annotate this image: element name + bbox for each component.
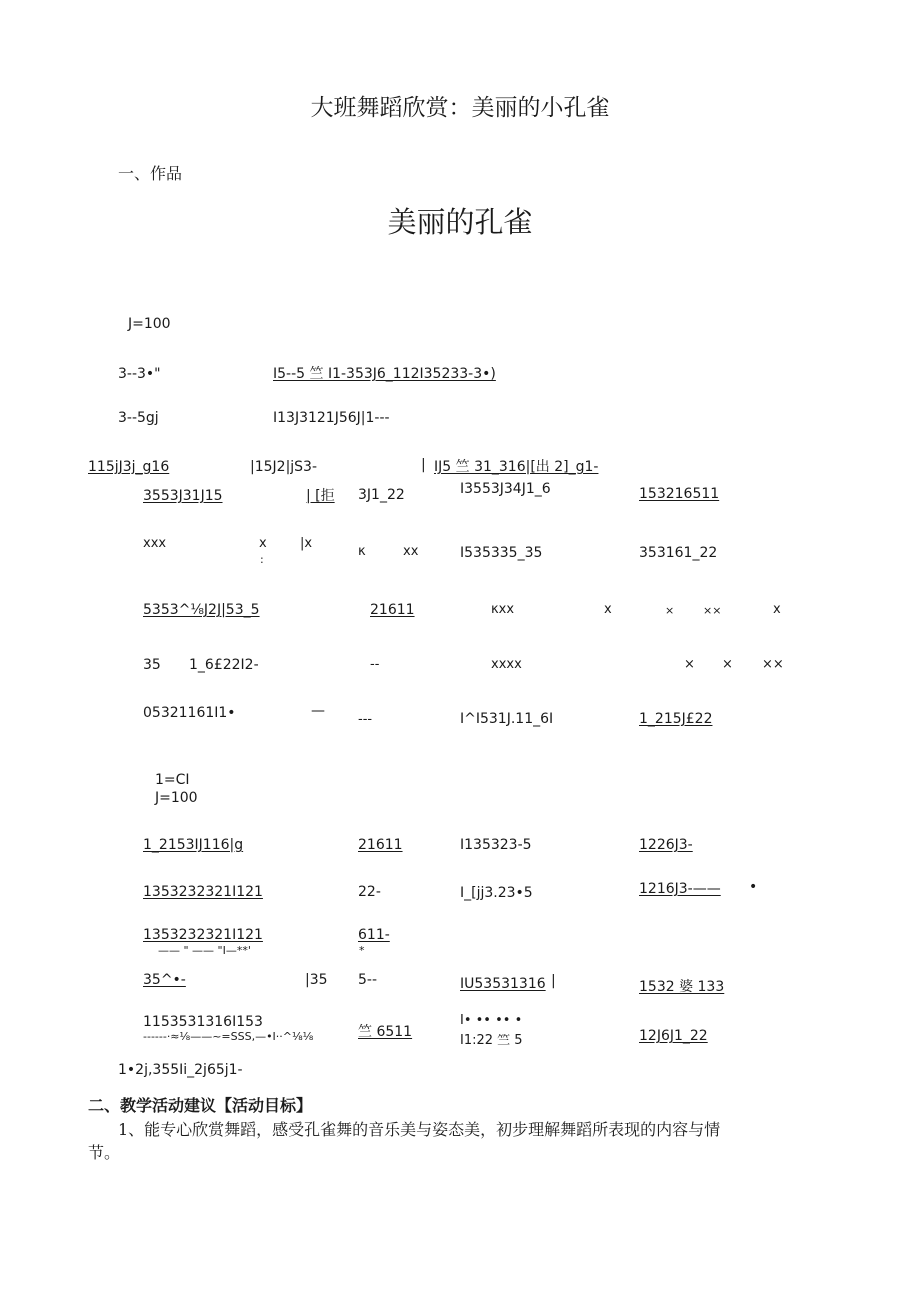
song-title: 美丽的孔雀 — [387, 205, 533, 239]
score-line: 1226J3- — [639, 837, 693, 853]
score-line: 35 — [143, 657, 161, 673]
section-heading-activity: 二、教学活动建议【活动目标】 — [88, 1096, 313, 1115]
tempo-marking: J=100 — [155, 790, 198, 806]
score-line: : — [260, 553, 264, 566]
score-line: 1•2j,355Ii_2j65j1- — [118, 1062, 243, 1078]
score-line: 竺 6511 — [358, 1024, 413, 1040]
score-line: |35 — [305, 972, 328, 988]
score-line: IU53531316 — [460, 976, 546, 992]
score-line: 353161_22 — [639, 545, 718, 561]
score-line: 5353^⅛J2J|53_5 — [143, 602, 260, 618]
score-line: 1353232321I121 — [143, 927, 263, 943]
score-line: —— " —— "I—**' — [158, 944, 251, 957]
score-line: I3553J34J1_6 — [460, 481, 551, 497]
section-heading-works: 一、作品 — [118, 164, 183, 183]
score-line: xxx — [143, 536, 167, 551]
score-line: I^I531J.11_6I — [460, 711, 554, 727]
score-line: I• •• •• • — [460, 1013, 523, 1028]
tempo-marking: J=100 — [128, 316, 171, 332]
score-line: 1_215J£22 — [639, 711, 713, 727]
score-line: κxx — [491, 602, 515, 617]
score-line: 22- — [358, 884, 381, 900]
score-line: 12J6J1_22 — [639, 1028, 708, 1044]
score-line: I_[jj3.23•5 — [460, 885, 533, 901]
score-line: --- — [358, 712, 373, 727]
score-line: 35^•- — [143, 972, 186, 988]
score-line: × — [722, 657, 733, 672]
document-title: 大班舞蹈欣赏：美丽的小孔雀 — [310, 95, 610, 121]
score-line: 3553J31J15 — [143, 488, 223, 504]
score-line: 05321161I1• — [143, 705, 236, 721]
paragraph-line: 1、能专心欣赏舞蹈，感受孔雀舞的音乐美与姿态美，初步理解舞蹈所表现的内容与情 — [118, 1120, 721, 1139]
score-line: 5-- — [358, 972, 378, 988]
paragraph-line: 节。 — [88, 1143, 121, 1162]
score-line: -- — [370, 657, 380, 672]
score-line: IJ5 竺 31_316|[出 2]_g1- — [434, 459, 599, 475]
score-line: ×× — [762, 657, 784, 672]
score-line: I135323-5 — [460, 837, 532, 853]
score-line: |x — [300, 536, 313, 551]
score-line: ------·≈⅛——~=SSS,—•I··^⅛⅛ — [143, 1030, 314, 1043]
score-line: * — [359, 944, 365, 957]
key-signature: 1=CI — [155, 772, 190, 788]
score-line: 1216J3-—— — [639, 881, 721, 897]
score-line: 1_2153IJ116|g — [143, 837, 244, 853]
score-line: I1:22 竺 5 — [460, 1034, 523, 1045]
score-line: xxxx — [491, 657, 522, 672]
score-line-clip — [455, 1034, 575, 1045]
score-line: ×× — [703, 604, 722, 617]
score-line: | — [421, 457, 426, 473]
score-line: 611- — [358, 927, 390, 943]
score-line: x — [604, 602, 612, 617]
score-line: 21611 — [358, 837, 403, 853]
score-line: 3--3•" — [118, 366, 161, 382]
score-line: 3J1_22 — [358, 487, 405, 503]
score-line: 3--5gj — [118, 410, 159, 426]
score-line: 115jJ3j_g16 — [88, 459, 170, 475]
score-line: 1_6£22I2- — [189, 657, 259, 673]
score-line: I535335_35 — [460, 545, 543, 561]
score-line: 1353232321I121 — [143, 884, 263, 900]
score-line: 1153531316I153 — [143, 1014, 263, 1030]
score-line: x — [259, 536, 267, 551]
score-line: 153216511 — [639, 486, 720, 502]
score-line: • — [749, 879, 758, 895]
score-line: x — [773, 602, 781, 617]
score-line: |15J2|jS3- — [250, 459, 318, 475]
score-line: I13J3121J56J|1--- — [273, 410, 390, 426]
score-line: κ — [358, 544, 366, 559]
score-line: xx — [403, 544, 419, 559]
score-line: 1532 婆 133 — [639, 979, 725, 995]
score-line: × — [684, 657, 695, 672]
score-line: × — [665, 604, 675, 617]
score-line: — — [311, 703, 325, 719]
score-line: | [拒 — [306, 488, 335, 504]
score-line: 21611 — [370, 602, 415, 618]
score-line: I5--5 竺 I1-353J6_112I35233-3•) — [273, 366, 496, 382]
score-line: | — [551, 973, 556, 989]
